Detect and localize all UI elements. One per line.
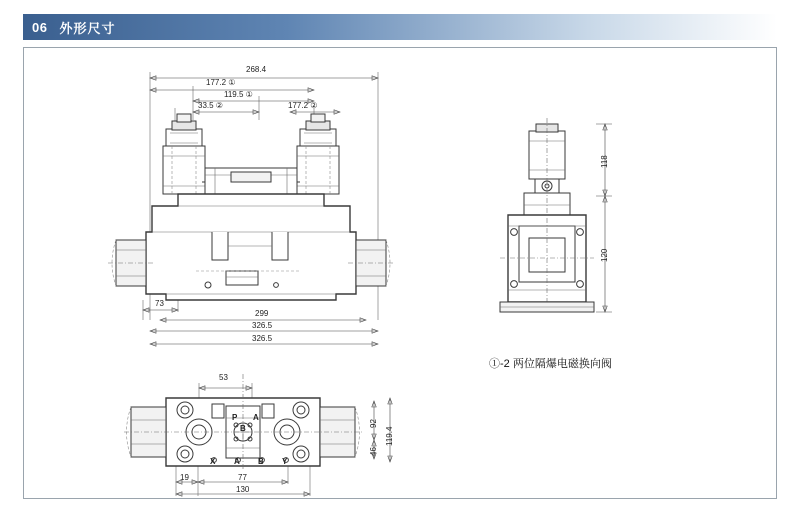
dim-77: 77 — [238, 473, 247, 482]
dim-326-5-a: 326.5 — [252, 321, 273, 330]
section-number: 06 — [32, 19, 48, 35]
dim-33-5: 33.5 ② — [198, 101, 223, 110]
section-title: 外形尺寸 — [59, 20, 116, 36]
dim-130: 130 — [236, 485, 250, 494]
dim-326-5-b: 326.5 — [252, 334, 273, 343]
dim-120: 120 — [600, 248, 609, 262]
dim-19: 19 — [180, 473, 189, 482]
dim-177-2-a: 177.2 ① — [206, 78, 236, 87]
dim-299: 299 — [255, 309, 269, 318]
dim-119-5: 119.5 ① — [224, 90, 253, 99]
port-b-label: B — [258, 457, 264, 466]
port-b-inner-label: B — [240, 424, 246, 433]
dim-53: 53 — [219, 373, 228, 382]
dim-119-4: 119.4 — [385, 426, 394, 446]
port-y-label: Y — [282, 457, 288, 466]
port-a-label: A — [234, 457, 240, 466]
dim-92: 92 — [369, 419, 378, 428]
side-view-caption: ①-2 两位隔爆电磁换向阀 — [489, 358, 612, 370]
dim-118: 118 — [600, 155, 609, 168]
port-p-label: P — [232, 413, 238, 422]
port-x-label: X — [210, 457, 216, 466]
dim-73: 73 — [155, 299, 164, 308]
dim-177-2-b: 177.2 ② — [288, 101, 318, 110]
dim-268-4: 268.4 — [246, 65, 267, 74]
dim-46: 46 — [369, 447, 378, 456]
port-a-top-label: A — [253, 413, 259, 422]
